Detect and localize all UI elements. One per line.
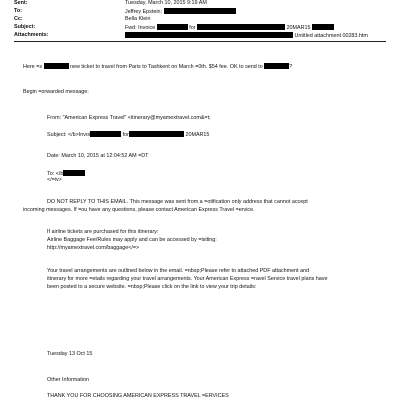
airline-tickets-line: If airline tickets are purchased for this itinerary: [47, 229, 159, 235]
redaction-box [90, 131, 121, 137]
subject-prefix: Fwd: Invoice [125, 25, 156, 31]
travel-date: Tuesday 13 Oct 15 [47, 351, 93, 357]
cc-row [14, 16, 394, 23]
redaction-box [264, 63, 289, 69]
forward-subject-b: for [122, 132, 129, 138]
subject-label: Subject: [14, 24, 36, 30]
forward-date: Date: March 10, 2015 at 12:04:52 AM =DT [47, 153, 149, 159]
baggage-link[interactable]: http://myamextravel.com/baggage</=> [47, 245, 140, 251]
begin-forwarded: Begin =orwarded message: [23, 89, 89, 95]
arrangements-line-3: been posted to a secure website. =nbsp;Please click on the link to view your trip details: [47, 284, 257, 290]
to-recipient: Jeffrey Epstein; [125, 9, 163, 15]
to-value [125, 8, 236, 16]
subject-value [125, 24, 334, 32]
intro-text-c: ? [289, 64, 293, 70]
forward-subject [47, 131, 209, 139]
intro-text-a: Here =s [23, 64, 43, 70]
subject-code: 20MAR15 [286, 25, 311, 31]
intro-text-b: new ticket to travel from Paris to Tashkent on March =0th. $54 fee. OK to send to [70, 64, 263, 70]
sent-row [14, 0, 394, 7]
redaction-box [312, 24, 334, 30]
noreply-line-1: DO NOT REPLY TO THIS EMAIL. This message was sent from a =otification only address that cannot accept [47, 199, 308, 205]
redaction-box [164, 8, 236, 14]
redaction-box [63, 170, 85, 176]
attachment-file-link[interactable]: Untitled attachment 00283.htm [294, 33, 368, 39]
arrangements-line-1: Your travel arrangements are outlined below in the email. =nbsp;Please refer to attached PDF attachment and [47, 268, 310, 274]
thank-you-line: THANK YOU FOR CHOOSING AMERICAN EXPRESS TRAVEL =ERVICES [47, 393, 229, 399]
subject-for: for [189, 25, 196, 31]
redaction-box [44, 63, 69, 69]
forward-from: From: "American Express Travel" <itinerary@myamextravel.com&=t; [47, 115, 211, 121]
redaction-box [157, 24, 188, 30]
subject-row [14, 24, 394, 31]
arrangements-line-2: itinerary for more =etails regarding your travel arrangements. Your American Express =ravel Service travel plans have [47, 276, 328, 282]
other-information: Other Information [47, 377, 89, 383]
attachments-row [14, 32, 394, 39]
cc-value: Bella Klein [125, 16, 151, 22]
redaction-box [125, 32, 293, 38]
intro-line [23, 63, 292, 71]
forward-div-close: </=iv> [47, 177, 62, 183]
cc-label: Cc: [14, 16, 23, 22]
header-divider [14, 41, 386, 42]
attachments-label: Attachments: [14, 32, 49, 38]
redaction-box [197, 24, 285, 30]
to-row [14, 8, 394, 15]
forward-subject-a: Subject: </b>Invoi [47, 132, 91, 138]
sent-label: Sent: [14, 0, 28, 6]
redaction-box [129, 131, 184, 137]
noreply-line-2: incoming messages. If =ou have any questions, please contact American Express Travel =ervice. [23, 207, 255, 213]
attachments-value [125, 32, 368, 40]
sent-value: Tuesday, March 10, 2015 9:19 AM [125, 0, 207, 6]
forward-subject-c: 20MAR15 [185, 132, 210, 138]
baggage-line-1: Airline Baggage Fee/Rules may apply and can be accessed by =isiting: [47, 237, 217, 243]
to-label: To: [14, 8, 22, 14]
forward-to-text: To: </b [47, 171, 64, 177]
